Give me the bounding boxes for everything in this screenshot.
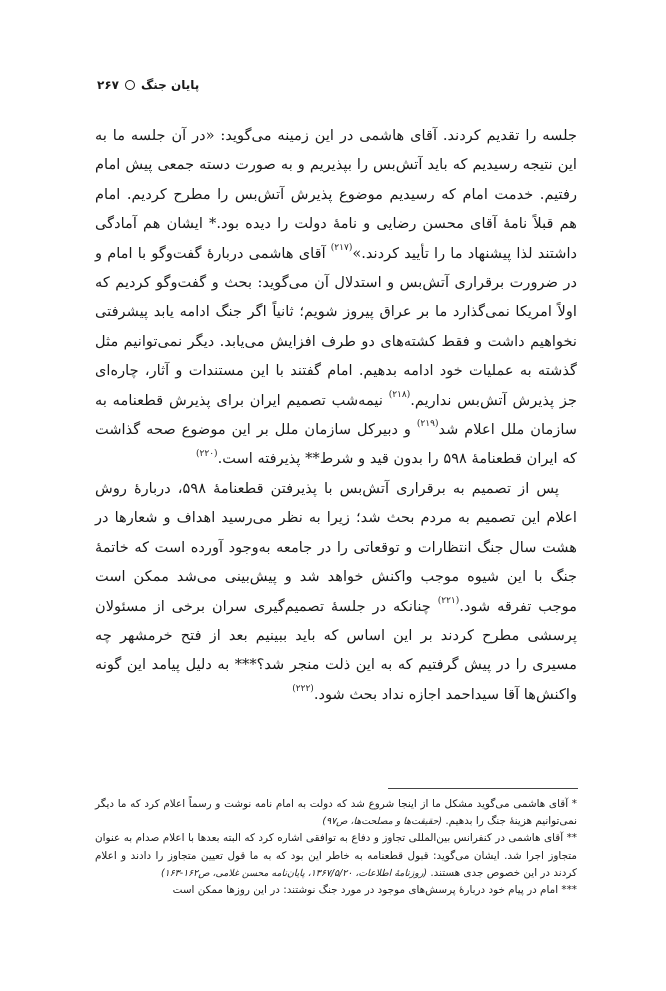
endnote-ref-220: (۲۲۰) — [196, 448, 218, 459]
endnote-ref-219: (۲۱۹) — [416, 419, 439, 430]
footnote-2: ** آقای هاشمی در کنفرانس بین‌المللی تجاوز و دفاع به توافقی اشاره کرد که البته بعدها با اعلام صدام به عنوان متجاوز اجرا شد. ایشان می‌گوید: قبول قطعنامه به خاطر این بود که به ما قول تعیین متجاوز را دادند و اعلام کردند در این خصوص جدی هستند. (روزنامهٔ اطلاعات، ۱۳۶۷/۵/۲۰، پایان‌نامه محسن غلامی، ص۱۶۲-۱۶۳) — [95, 832, 577, 879]
footnote-1-source: (حقیقت‌ها و مصلحت‌ها، ص۹۷) — [322, 816, 443, 828]
endnote-ref-217: (۲۱۷) — [330, 242, 353, 253]
footnote-2-source: (روزنامهٔ اطلاعات، ۱۳۶۷/۵/۲۰، پایان‌نامه محسن غلامی، ص۱۶۲-۱۶۳) — [160, 867, 428, 879]
main-text — [95, 121, 577, 709]
endnote-ref-218: (۲۱۸) — [388, 389, 411, 400]
circle-separator-icon — [125, 80, 135, 90]
endnote-ref-222: (۲۲۲) — [292, 683, 314, 694]
footnote-3: *** امام در پیام خود دربارهٔ پرسش‌های موجود در مورد جنگ نوشتند: در این روزها ممکن است — [172, 884, 577, 897]
paragraph-1: جلسه را تقدیم کردند. آقای هاشمی در این زمینه می‌گوید: «در آن جلسه ما به این نتیجه رسیدیم که باید آتش‌بس را بپذیریم و به صورت دسته جمعی پیش امام رفتیم. خدمت امام که رسیدیم موضوع پذیرش آتش‌بس را مطرح کردیم. امام هم قبلاً نامهٔ آقای محسن رضایی و نامهٔ دولت را دیده بود.* ایشان هم آمادگی داشتند لذا پیشنهاد ما را تأیید کردند.»$^{(۲۱۷)}$ آقای هاشمی دربارهٔ گفت‌وگو با امام و در ضرورت برقراری آتش‌بس و استدلال آن می‌گوید: بحث و گفت‌وگو کردیم که اولاً امریکا نمی‌گذارد ما بر عراق پیروز شویم؛ ثانیاً اگر جنگ ادامه یابد پیشرفتی نخواهیم داشت و فقط کشته‌های دو طرف افزایش می‌یابد. دیگر نمی‌توانیم مثل گذشته به عملیات خود ادامه بدهیم. امام گفتند با این مستندات و آثار، چاره‌ای جز پذیرش آتش‌بس نداریم.$^{(۲۱۸)}$ نیمه‌شب تصمیم ایران برای پذیرش قطعنامه به سازمان ملل اعلام شد$^{(۲۱۹)}$ و دبیرکل سازمان ملل بر این موضوع صحه گذاشت که ایران قطعنامهٔ ۵۹۸ را بدون قید و شرط** پذیرفته است.$^{(۲۲۰)}$ — [95, 127, 577, 468]
paragraph-2: پس از تصمیم به برقراری آتش‌بس با پذیرفتن قطعنامهٔ ۵۹۸، دربارهٔ روش اعلام این تصمیم به مردم بحث شد؛ زیرا به نظر می‌رسید اهداف و شعارها در هشت سال جنگ انتظارات و توقعاتی را در جامعه به‌وجود آورده است که خاتمهٔ جنگ با این شیوه موجب واکنش خواهد شد و پیش‌بینی می‌شد ممکن است موجب تفرقه شود.$^{(۲۲۱)}$ چنانکه در جلسهٔ تصمیم‌گیری سران برخی از مسئولان پرسشی مطرح کردند بر این اساس که باید ببینیم بعد از فتح خرمشهر چه مسیری را در پیش گرفتیم که به این ذلت منجر شد؟*** به دلیل پیامد این گونه واکنش‌ها آقا سیداحمد اجازه نداد بحث شود.$^{(۲۲۲)}$ — [95, 479, 577, 703]
footnotes — [95, 796, 577, 899]
footnote-divider — [388, 788, 578, 789]
endnote-ref-221: (۲۲۱) — [437, 595, 460, 606]
footnote-1: * آقای هاشمی می‌گوید مشکل ما از اینجا شروع شد که دولت به امام نامه نوشت و رسماً اعلام کرد که ما دیگر نمی‌توانیم هزینهٔ جنگ را بدهیم. (حقیقت‌ها و مصلحت‌ها، ص۹۷) — [95, 798, 577, 828]
page-number: ۲۶۷ — [97, 78, 119, 92]
page-header — [97, 78, 199, 92]
chapter-title: پایان جنگ — [140, 78, 200, 92]
